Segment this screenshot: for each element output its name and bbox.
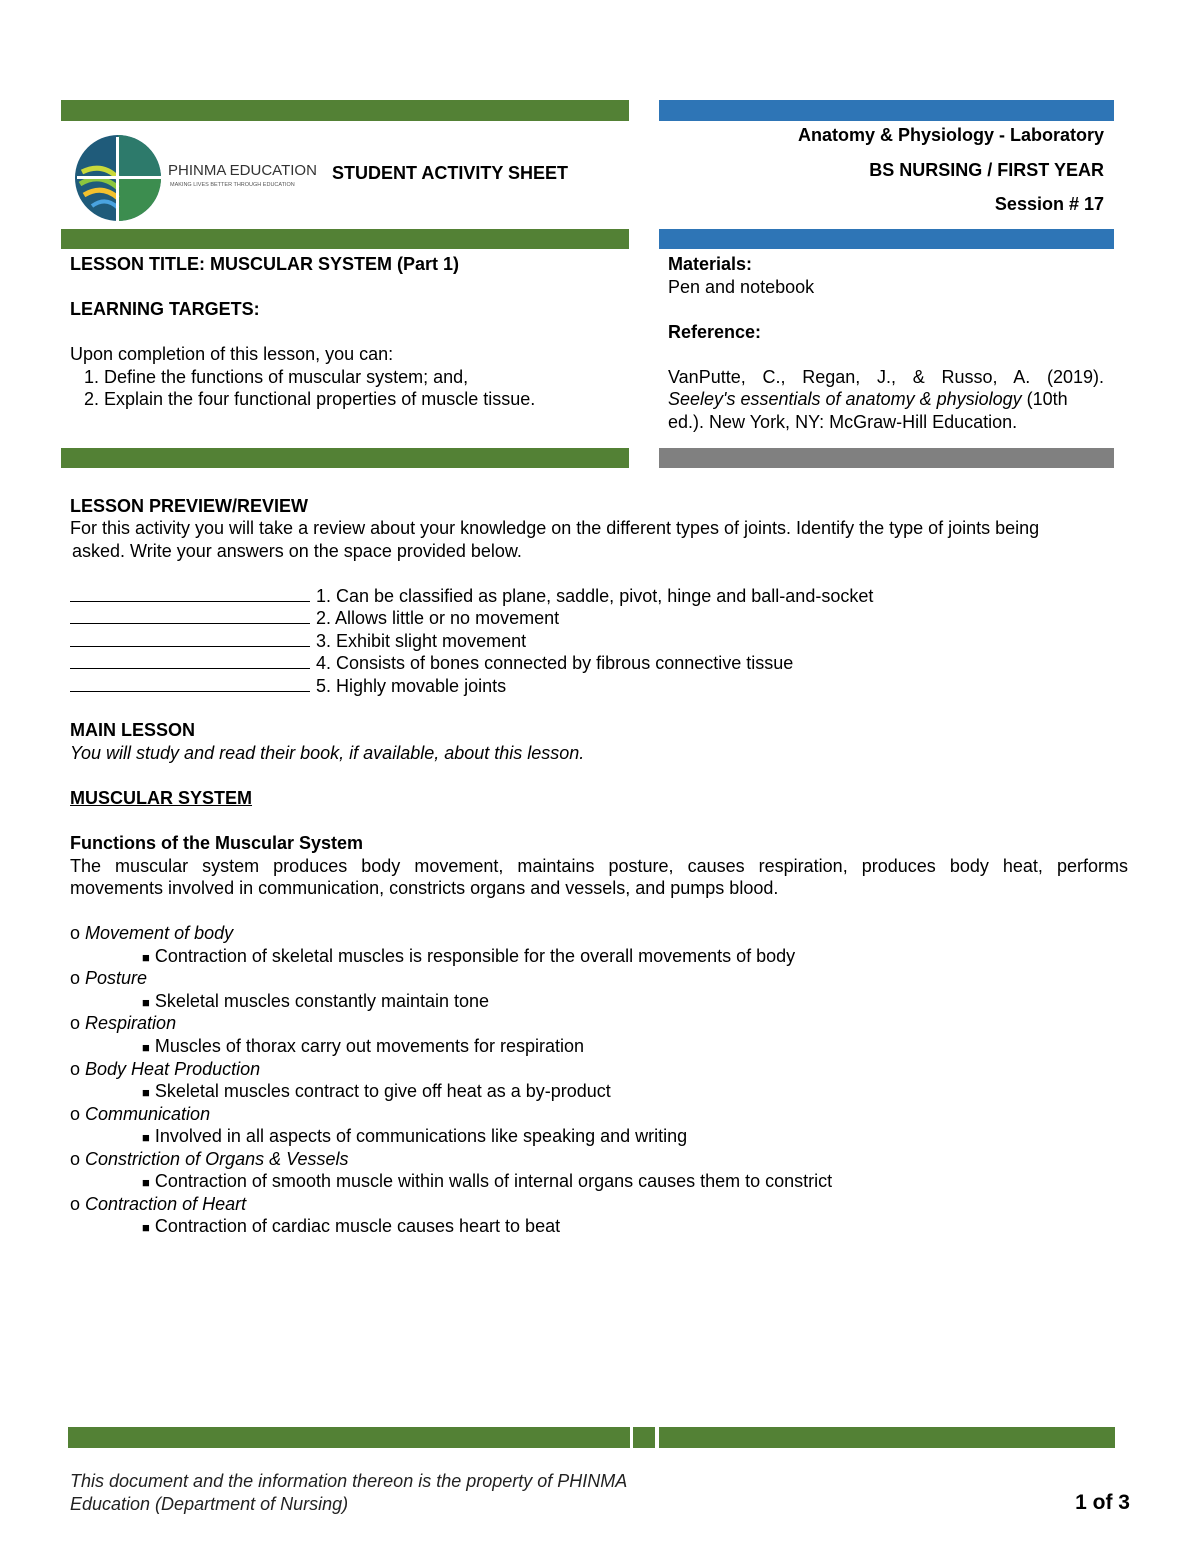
function-item: o Communication <box>70 1104 211 1124</box>
square-bullet-icon: ■ <box>142 1220 150 1235</box>
preview-heading: LESSON PREVIEW/REVIEW <box>70 496 309 516</box>
mid-left-bar <box>61 229 629 249</box>
mid-right-bar <box>659 229 1114 249</box>
function-item: o Contraction of Heart <box>70 1194 247 1214</box>
function-item: o Body Heat Production <box>70 1059 261 1079</box>
square-bullet-icon: ■ <box>142 950 150 965</box>
quiz-item: 3. Exhibit slight movement <box>70 630 526 653</box>
circle-bullet-icon: o <box>70 1013 81 1033</box>
target-item: 2. Explain the four functional properties of muscle tissue. <box>84 389 536 409</box>
function-item: o Movement of body <box>70 923 234 943</box>
reference-authors: VanPutte, C., Regan, J., & Russo, A. (2019). <box>668 367 1104 387</box>
answer-blank[interactable] <box>70 585 310 602</box>
reference-book-title: Seeley's essentials of anatomy & physiology <box>668 389 1022 409</box>
square-bullet-icon: ■ <box>142 1040 150 1055</box>
target-item: 1. Define the functions of muscular system; and, <box>84 367 469 387</box>
square-bullet-icon: ■ <box>142 995 150 1010</box>
muscular-system-heading: MUSCULAR SYSTEM <box>70 788 253 808</box>
session-number: Session # 17 <box>994 194 1104 214</box>
answer-blank[interactable] <box>70 630 310 647</box>
function-item: o Respiration <box>70 1013 177 1033</box>
circle-bullet-icon: o <box>70 1149 81 1169</box>
main-lesson-heading: MAIN LESSON <box>70 720 196 740</box>
function-detail: ■ Muscles of thorax carry out movements for respiration <box>142 1036 585 1056</box>
function-detail: ■ Involved in all aspects of communications like speaking and writing <box>142 1126 688 1146</box>
functions-paragraph: The muscular system produces body movement, maintains posture, causes respiration, produces body heat, performs <box>70 856 1128 876</box>
function-detail: ■ Skeletal muscles contract to give off heat as a by-product <box>142 1081 611 1101</box>
materials-heading: Materials: <box>668 254 753 274</box>
reference-edition: (10th <box>1021 389 1068 409</box>
answer-blank[interactable] <box>70 652 310 669</box>
functions-subheading: Functions of the Muscular System <box>70 833 364 853</box>
sheet-title: STUDENT ACTIVITY SHEET <box>332 163 569 183</box>
function-detail: ■ Contraction of smooth muscle within walls of internal organs causes them to constrict <box>142 1171 833 1191</box>
preview-instructions: For this activity you will take a review about your knowledge on the different types of joints. Identify the type of joints being <box>70 518 1040 538</box>
main-lesson-instruction: You will study and read their book, if available, about this lesson. <box>70 743 585 763</box>
functions-paragraph-cont: movements involved in communication, constricts organs and vessels, and pumps blood. <box>70 878 779 898</box>
quiz-item: 5. Highly movable joints <box>70 675 506 698</box>
preview-instructions-cont: asked. Write your answers on the space provided below. <box>72 541 522 561</box>
function-item: o Constriction of Organs & Vessels <box>70 1149 349 1169</box>
logo-tagline: MAKING LIVES BETTER THROUGH EDUCATION <box>170 182 295 188</box>
reference-heading: Reference: <box>668 322 762 342</box>
learning-targets-heading: LEARNING TARGETS: <box>70 299 260 319</box>
reference-title-line <box>668 388 1068 411</box>
square-bullet-icon: ■ <box>142 1130 150 1145</box>
reference-publisher: ed.). New York, NY: McGraw-Hill Education. <box>668 412 1018 432</box>
quiz-item: 1. Can be classified as plane, saddle, pivot, hinge and ball-and-socket <box>70 585 873 608</box>
function-detail: ■ Contraction of skeletal muscles is responsible for the overall movements of body <box>142 946 796 966</box>
circle-bullet-icon: o <box>70 1194 81 1214</box>
footer-bar-right <box>659 1427 1115 1448</box>
circle-bullet-icon: o <box>70 923 81 943</box>
phinma-emblem-icon <box>72 132 164 224</box>
targets-intro: Upon completion of this lesson, you can: <box>70 344 394 364</box>
square-bullet-icon: ■ <box>142 1175 150 1190</box>
bottom-left-bar <box>61 448 629 468</box>
phinma-logo <box>72 132 322 224</box>
top-left-bar <box>61 100 629 121</box>
top-right-bar <box>659 100 1114 121</box>
page-number: 1 of 3 <box>1075 1491 1130 1514</box>
course-title: Anatomy & Physiology - Laboratory <box>797 125 1104 145</box>
bottom-right-bar <box>659 448 1114 468</box>
program-title: BS NURSING / FIRST YEAR <box>869 160 1104 180</box>
quiz-item: 2. Allows little or no movement <box>70 607 559 630</box>
square-bullet-icon: ■ <box>142 1085 150 1100</box>
circle-bullet-icon: o <box>70 1104 81 1124</box>
circle-bullet-icon: o <box>70 968 81 988</box>
circle-bullet-icon: o <box>70 1059 81 1079</box>
footer-bar-mid <box>633 1427 655 1448</box>
footer-note: This document and the information thereon is the property of PHINMA <box>70 1471 628 1491</box>
footer-note-cont: Education (Department of Nursing) <box>70 1494 349 1514</box>
quiz-item: 4. Consists of bones connected by fibrous connective tissue <box>70 652 793 675</box>
logo-text: PHINMA EDUCATION <box>168 162 317 179</box>
function-item: o Posture <box>70 968 148 988</box>
materials-text: Pen and notebook <box>668 277 815 297</box>
function-detail: ■ Contraction of cardiac muscle causes heart to beat <box>142 1216 561 1236</box>
answer-blank[interactable] <box>70 607 310 624</box>
function-detail: ■ Skeletal muscles constantly maintain tone <box>142 991 490 1011</box>
answer-blank[interactable] <box>70 675 310 692</box>
lesson-title: LESSON TITLE: MUSCULAR SYSTEM (Part 1) <box>70 254 460 274</box>
footer-bar-left <box>68 1427 630 1448</box>
